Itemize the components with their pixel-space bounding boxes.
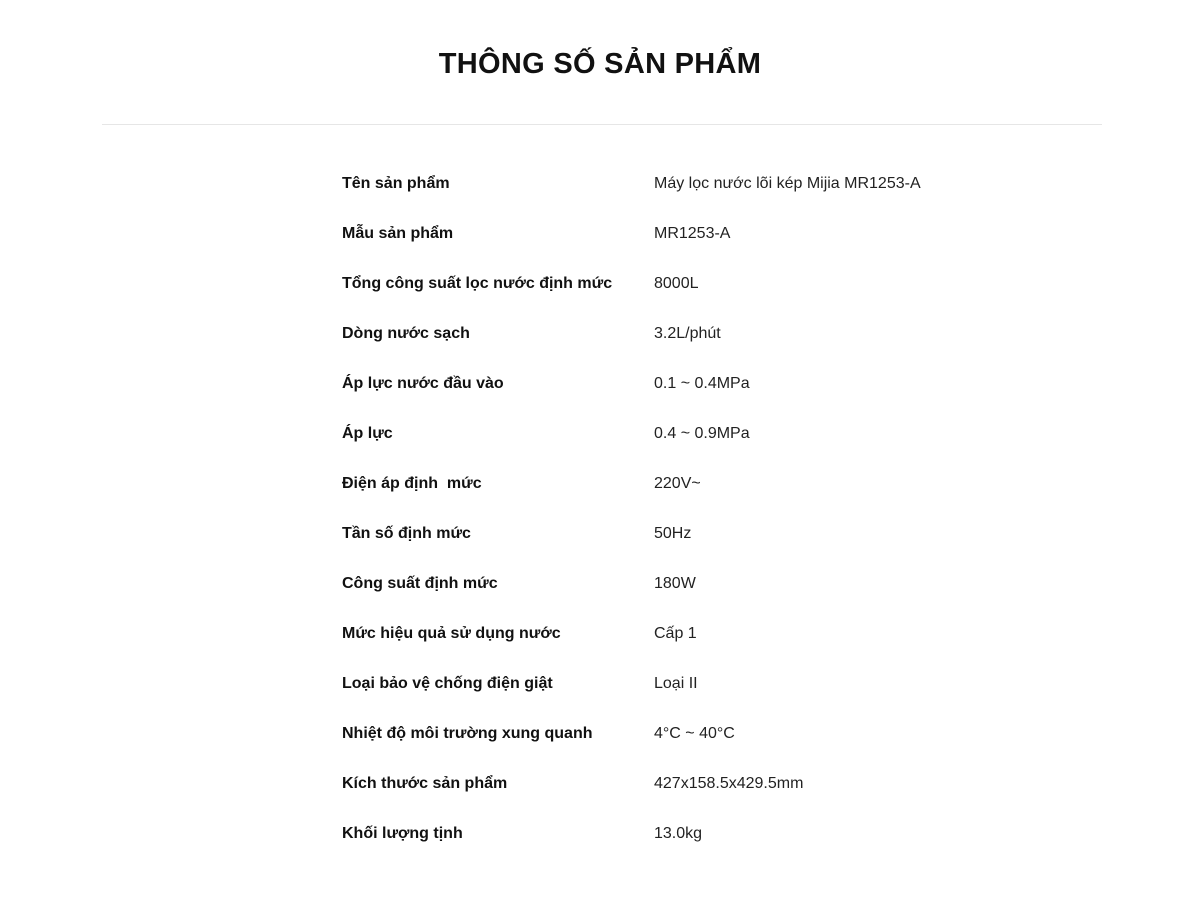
spec-value: 180W [654,575,696,592]
spec-value: Loại II [654,675,698,692]
spec-value: 50Hz [654,525,692,542]
spec-value: 0.4 ~ 0.9MPa [654,425,750,442]
spec-label: Nhiệt độ môi trường xung quanh [342,725,593,742]
spec-label: Tên sản phẩm [342,175,450,192]
spec-row-dimensions [342,759,982,809]
spec-row-rated-frequency [342,509,982,559]
spec-row-filter-capacity [342,259,982,309]
spec-value: Máy lọc nước lõi kép Mijia MR1253-A [654,175,921,192]
spec-value: 8000L [654,275,699,292]
spec-label: Loại bảo vệ chống điện giật [342,675,553,692]
spec-table [342,159,982,859]
spec-value: 0.1 ~ 0.4MPa [654,375,750,392]
spec-row-clean-flow [342,309,982,359]
title-divider [102,124,1102,125]
spec-row-model [342,209,982,259]
page-title: THÔNG SỐ SẢN PHẨM [438,48,762,80]
spec-row-product-name [342,159,982,209]
spec-label: Tần số định mức [342,525,471,542]
spec-row-shock-protection [342,659,982,709]
spec-value: 13.0kg [654,825,703,842]
spec-row-rated-power [342,559,982,609]
spec-label: Áp lực nước đầu vào [342,375,504,392]
spec-value: 220V~ [654,475,701,492]
spec-label: Mức hiệu quả sử dụng nước [342,625,561,642]
spec-value: 3.2L/phút [654,325,721,342]
spec-label: Áp lực [342,425,393,442]
spec-label: Kích thước sản phẩm [342,775,508,792]
spec-value: MR1253-A [654,225,731,242]
spec-row-net-weight [342,809,982,859]
spec-row-inlet-pressure [342,359,982,409]
spec-row-ambient-temperature [342,709,982,759]
spec-label: Điện áp định mức [342,475,482,492]
spec-label: Mẫu sản phẩm [342,225,454,242]
spec-value: 4°C ~ 40°C [654,725,735,742]
spec-label: Khối lượng tịnh [342,825,463,842]
spec-value: Cấp 1 [654,625,697,642]
spec-label: Dòng nước sạch [342,325,470,342]
spec-row-water-efficiency [342,609,982,659]
spec-row-pressure [342,409,982,459]
spec-label: Công suất định mức [342,575,498,592]
spec-value: 427x158.5x429.5mm [654,775,804,792]
spec-label: Tổng công suất lọc nước định mức [342,275,613,292]
spec-row-rated-voltage [342,459,982,509]
